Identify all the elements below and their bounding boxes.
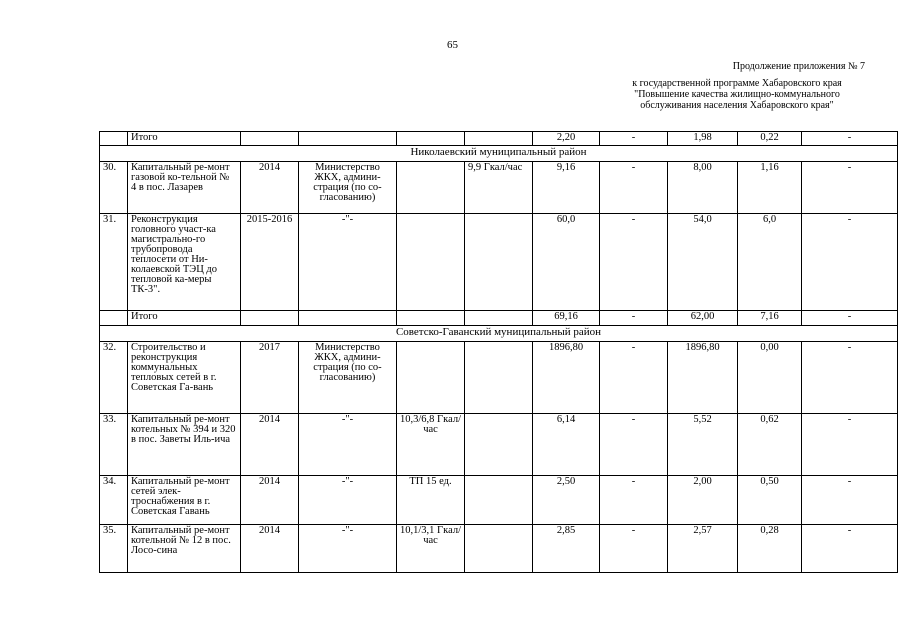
cell-regional: 8,00 xyxy=(668,162,738,214)
cell-local: 0,62 xyxy=(738,414,802,476)
object-name: Капитальный ре-монт сетей элек-троснабжения в г. Советская Гавань xyxy=(128,476,241,525)
cell-local: 0,22 xyxy=(738,132,802,146)
table-row xyxy=(100,525,898,573)
cell-local: 1,16 xyxy=(738,162,802,214)
executor: Министерство ЖКХ, админи-страция (по со-гласованию) xyxy=(299,342,397,414)
implementation-year: 2014 xyxy=(241,476,299,525)
executor: Министерство ЖКХ, админи-страция (по со-гласованию) xyxy=(299,162,397,214)
implementation-year: 2014 xyxy=(241,414,299,476)
table-row xyxy=(100,162,898,214)
cell-local: 6,0 xyxy=(738,214,802,311)
row-number: 31. xyxy=(100,214,128,311)
program-table xyxy=(99,131,898,573)
capacity: 10,1/3,1 Гкал/час xyxy=(397,525,465,573)
capacity-2 xyxy=(465,214,533,311)
cell-local: 0,28 xyxy=(738,525,802,573)
cell-total-amount: 60,0 xyxy=(533,214,600,311)
cell-total-amount: 2,85 xyxy=(533,525,600,573)
cell-federal: - xyxy=(600,132,668,146)
table-row xyxy=(100,342,898,414)
cell-empty xyxy=(241,132,299,146)
implementation-year: 2015-2016 xyxy=(241,214,299,311)
cell-other: - xyxy=(802,311,898,326)
cell-federal: - xyxy=(600,525,668,573)
capacity xyxy=(397,214,465,311)
implementation-year: 2014 xyxy=(241,162,299,214)
cell-empty xyxy=(397,132,465,146)
executor: -"- xyxy=(299,525,397,573)
capacity-2 xyxy=(465,414,533,476)
header-continuation: Продолжение приложения № 7 xyxy=(732,61,865,72)
cell-empty xyxy=(241,311,299,326)
capacity: ТП 15 ед. xyxy=(397,476,465,525)
header-line-2: к государственной программе Хабаровского края xyxy=(632,78,842,89)
cell-empty xyxy=(299,311,397,326)
row-number: 35. xyxy=(100,525,128,573)
capacity-2 xyxy=(465,342,533,414)
section-row xyxy=(100,326,898,342)
cell-total-amount: 6,14 xyxy=(533,414,600,476)
executor: -"- xyxy=(299,476,397,525)
cell-other: - xyxy=(802,525,898,573)
table-row xyxy=(100,214,898,311)
row-number: 34. xyxy=(100,476,128,525)
total-row xyxy=(100,132,898,146)
cell-total-amount: 1896,80 xyxy=(533,342,600,414)
total-label: Итого xyxy=(128,132,241,146)
cell-federal: - xyxy=(600,162,668,214)
object-name: Реконструкция головного участ-ка магистрально-го трубопровода теплосети от Ни-колаевской ТЭЦ до тепловой ка-меры ТК-3". xyxy=(128,214,241,311)
cell-regional: 62,00 xyxy=(668,311,738,326)
section-row xyxy=(100,146,898,162)
section-title: Николаевский муниципальный район xyxy=(100,146,898,162)
capacity: 10,3/6,8 Гкал/час xyxy=(397,414,465,476)
cell-regional: 2,57 xyxy=(668,525,738,573)
object-name: Капитальный ре-монт газовой ко-тельной № 4 в пос. Лазарев xyxy=(128,162,241,214)
object-name: Строительство и реконструкция коммунальных тепловых сетей в г. Советская Га-вань xyxy=(128,342,241,414)
object-name: Капитальный ре-монт котельной № 12 в пос. Лосо-сина xyxy=(128,525,241,573)
cell-federal: - xyxy=(600,214,668,311)
capacity-2 xyxy=(465,525,533,573)
cell-federal: - xyxy=(600,311,668,326)
capacity xyxy=(397,162,465,214)
cell-regional: 54,0 xyxy=(668,214,738,311)
cell-regional: 1,98 xyxy=(668,132,738,146)
section-title: Советско-Гаванский муниципальный район xyxy=(100,326,898,342)
capacity-2: 9,9 Гкал/час xyxy=(465,162,533,214)
row-number: 33. xyxy=(100,414,128,476)
row-number: 32. xyxy=(100,342,128,414)
cell-other: - xyxy=(802,414,898,476)
cell-regional: 2,00 xyxy=(668,476,738,525)
cell-local: 0,50 xyxy=(738,476,802,525)
cell-total-amount: 9,16 xyxy=(533,162,600,214)
header-line-4: обслуживания населения Хабаровского края" xyxy=(640,100,834,111)
cell-federal: - xyxy=(600,342,668,414)
cell-local: 7,16 xyxy=(738,311,802,326)
page-number: 65 xyxy=(447,39,458,51)
executor: -"- xyxy=(299,414,397,476)
implementation-year: 2017 xyxy=(241,342,299,414)
implementation-year: 2014 xyxy=(241,525,299,573)
cell-regional: 5,52 xyxy=(668,414,738,476)
total-row xyxy=(100,311,898,326)
cell-other: - xyxy=(802,132,898,146)
cell-empty xyxy=(299,132,397,146)
cell-other: - xyxy=(802,476,898,525)
table-row xyxy=(100,476,898,525)
cell-other: - xyxy=(802,162,898,214)
total-label: Итого xyxy=(128,311,241,326)
cell-empty xyxy=(397,311,465,326)
table-row xyxy=(100,414,898,476)
cell-empty xyxy=(100,132,128,146)
row-number: 30. xyxy=(100,162,128,214)
header-program xyxy=(607,78,867,111)
executor: -"- xyxy=(299,214,397,311)
cell-total-amount: 69,16 xyxy=(533,311,600,326)
cell-local: 0,00 xyxy=(738,342,802,414)
cell-total-amount: 2,20 xyxy=(533,132,600,146)
cell-total-amount: 2,50 xyxy=(533,476,600,525)
cell-empty xyxy=(100,311,128,326)
cell-federal: - xyxy=(600,476,668,525)
capacity xyxy=(397,342,465,414)
cell-empty xyxy=(465,132,533,146)
cell-empty xyxy=(465,311,533,326)
header-line-3: "Повышение качества жилищно-коммунального xyxy=(634,89,840,100)
object-name: Капитальный ре-монт котельных № 394 и 320 в пос. Заветы Иль-ича xyxy=(128,414,241,476)
capacity-2 xyxy=(465,476,533,525)
cell-other: - xyxy=(802,342,898,414)
cell-regional: 1896,80 xyxy=(668,342,738,414)
cell-other: - xyxy=(802,214,898,311)
cell-federal: - xyxy=(600,414,668,476)
